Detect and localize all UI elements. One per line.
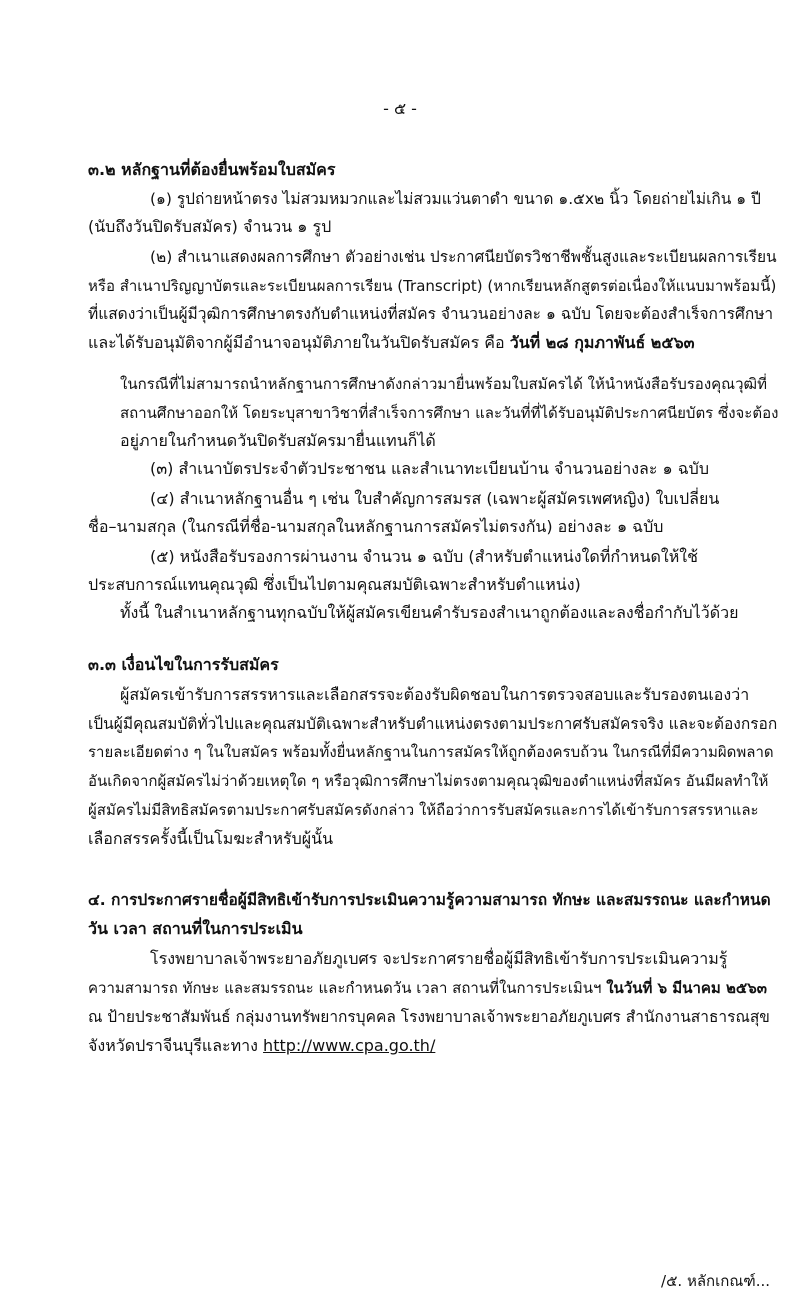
s4-announcement-date: ในวันที่ ๖ มีนาคม ๒๕๖๓ — [606, 979, 768, 997]
s33-line-6: เลือกสรรครั้งนี้เป็นโมฆะสำหรับผู้นั้น — [88, 829, 334, 848]
section-4-heading-line-1: ๔. การประกาศรายชื่อผู้มีสิทธิเข้ารับการประเมินความรู้ความสามารถ ทักษะ และสมรรถนะ และกำหนด — [88, 891, 771, 909]
s32-item-5-line-2: ประสบการณ์แทนคุณวุฒิ ซึ่งเป็นไปตามคุณสมบัติเฉพาะสำหรับตำแหน่ง) — [88, 575, 581, 594]
s32-note-line-2: สถานศึกษาออกให้ โดยระบุสาขาวิชาที่สำเร็จการศึกษา และวันที่ที่ได้รับอนุมัติประกาศนียบัตร ซึ่งจะต้อง — [120, 404, 779, 422]
page-number: - ๕ - — [383, 99, 417, 118]
section-4-heading-line-2: วัน เวลา สถานที่ในการประเมิน — [88, 919, 303, 938]
s4-line-1: โรงพยาบาลเจ้าพระยาอภัยภูเบศร จะประกาศรายชื่อผู้มีสิทธิเข้ารับการประเมินความรู้ — [150, 949, 728, 968]
s32-item-4-line-2: ชื่อ–นามสกุล (ในกรณีที่ชื่อ-นามสกุลในหลักฐานการสมัครไม่ตรงกัน) อย่างละ ๑ ฉบับ — [88, 517, 664, 536]
website-link[interactable]: http://www.cpa.go.th/ — [263, 1036, 436, 1055]
s33-line-5: ผู้สมัครไม่มีสิทธิสมัครตามประกาศรับสมัครดังกล่าว ให้ถือว่าการรับสมัครและการได้เข้ารับการสรรหาและ — [88, 801, 759, 819]
s32-item-1-line-1: (๑) รูปถ่ายหน้าตรง ไม่สวมหมวกและไม่สวมแว่นตาดำ ขนาด ๑.๕x๒ นิ้ว โดยถ่ายไม่เกิน ๑ ปี — [150, 190, 761, 208]
s32-certification-note: ทั้งนี้ ในสำเนาหลักฐานทุกฉบับให้ผู้สมัครเขียนคำรับรองสำเนาถูกต้องและลงชื่อกำกับไว้ด้วย — [120, 603, 739, 622]
s32-note-line-3: อยู่ภายในกำหนดวันปิดรับสมัครมายื่นแทนก็ได้ — [120, 431, 436, 450]
s4-line-4-text: จังหวัดปราจีนบุรีและทาง — [88, 1036, 264, 1055]
s4-line-3: ณ ป้ายประชาสัมพันธ์ กลุ่มงานทรัพยากรบุคคล โรงพยาบาลเจ้าพระยาอภัยภูเบศร สำนักงานสาธารณสุข — [88, 1008, 770, 1026]
next-page-footer: /๕. หลักเกณฑ์... — [661, 1272, 770, 1290]
s32-note-line-1: ในกรณีที่ไม่สามารถนำหลักฐานการศึกษาดังกล่าวมายื่นพร้อมใบสมัครได้ ให้นำหนังสือรับรองคุณวุฒิที่ — [120, 375, 767, 393]
s32-deadline-date: วันที่ ๒๘ กุมภาพันธ์ ๒๕๖๓ — [509, 333, 695, 352]
s32-item-2-line-1: (๒) สำเนาแสดงผลการศึกษา ตัวอย่างเช่น ประกาศนียบัตรวิชาชีพชั้นสูงและระเบียนผลการเรียน — [150, 248, 777, 266]
s32-item-4-line-1: (๔) สำเนาหลักฐานอื่น ๆ เช่น ใบสำคัญการสมรส (เฉพาะผู้สมัครเพศหญิง) ใบเปลี่ยน — [150, 489, 720, 508]
s33-line-1: ผู้สมัครเข้ารับการสรรหารและเลือกสรรจะต้องรับผิดชอบในการตรวจสอบและรับรองตนเองว่า — [120, 685, 750, 704]
s33-line-3: รายละเอียดต่าง ๆ ในใบสมัคร พร้อมทั้งยื่นหลักฐานในการสมัครให้ถูกต้องครบถ้วน ในกรณีที่มีความผิดพลาด — [88, 743, 774, 761]
section-3-2-heading: ๓.๒ หลักฐานที่ต้องยื่นพร้อมใบสมัคร — [88, 160, 336, 179]
s4-line-2-text: ความสามารถ ทักษะ และสมรรถนะ และกำหนดวัน เวลา สถานที่ในการประเมินฯ — [88, 979, 607, 997]
section-3-3-heading: ๓.๓ เงื่อนไขในการรับสมัคร — [88, 655, 279, 674]
s32-item-5-line-1: (๕) หนังสือรับรองการผ่านงาน จำนวน ๑ ฉบับ (สำหรับตำแหน่งใดที่กำหนดให้ใช้ — [150, 547, 698, 566]
s4-line-4 — [88, 1035, 435, 1057]
s32-item-2-text: และได้รับอนุมัติจากผู้มีอำนาจอนุมัติภายในวันปิดรับสมัคร คือ — [88, 333, 510, 352]
s4-line-2 — [88, 977, 767, 999]
s32-item-3: (๓) สำเนาบัตรประจำตัวประชาชน และสำเนาทะเบียนบ้าน จำนวนอย่างละ ๑ ฉบับ — [150, 459, 709, 478]
s33-line-4: อันเกิดจากผู้สมัครไม่ว่าด้วยเหตุใด ๆ หรือวุฒิการศึกษาไม่ตรงตามคุณวุฒิของตำแหน่งที่สมัคร อันมีผลทำให้ — [88, 772, 769, 790]
s32-item-2-line-3: ที่แสดงว่าเป็นผู้มีวุฒิการศึกษาตรงกับตำแหน่งที่สมัคร จำนวนอย่างละ ๑ ฉบับ โดยจะต้องสำเร็จการศึกษา — [88, 305, 774, 323]
s33-line-2: เป็นผู้มีคุณสมบัติทั่วไปและคุณสมบัติเฉพาะสำหรับตำแหน่งตรงตามประกาศรับสมัครจริง และจะต้องกรอก — [88, 715, 778, 733]
s32-item-1-line-2: (นับถึงวันปิดรับสมัคร) จำนวน ๑ รูป — [88, 217, 332, 236]
s32-item-2-line-2: หรือ สำเนาปริญญาบัตรและระเบียนผลการเรียน (Transcript) (หากเรียนหลักสูตรต่อเนื่องให้แนบมาพร้อมนี้) — [88, 277, 777, 295]
s32-item-2-line-4 — [88, 332, 695, 354]
